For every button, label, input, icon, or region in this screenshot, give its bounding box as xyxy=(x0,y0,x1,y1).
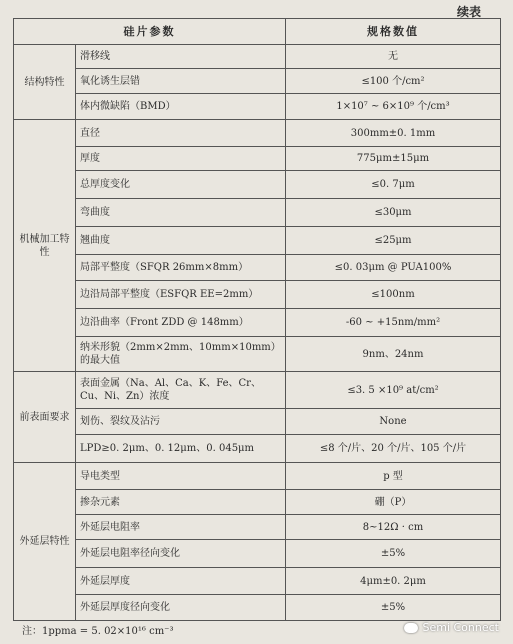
continuation-label: 续表 xyxy=(456,5,481,19)
param-cell: 直径 xyxy=(76,120,286,147)
category-cell: 前表面要求 xyxy=(14,372,76,463)
table-row xyxy=(14,515,501,540)
value-cell: None xyxy=(286,409,501,435)
param-cell: 纳米形貌（2mm×2mm、10mm×10mm）的最大值 xyxy=(76,337,286,372)
table-row xyxy=(14,45,501,69)
param-cell: 划伤、裂纹及沾污 xyxy=(76,409,286,435)
param-cell: 外延层厚度 xyxy=(76,568,286,595)
watermark xyxy=(404,621,499,634)
table-row xyxy=(14,281,501,309)
param-cell: 局部平整度（SFQR 26mm×8mm） xyxy=(76,255,286,281)
table-row xyxy=(14,463,501,490)
category-cell: 结构特性 xyxy=(14,45,76,120)
param-cell: 边沿曲率（Front ZDD @ 148mm） xyxy=(76,309,286,337)
value-cell: p 型 xyxy=(286,463,501,490)
footnote: 注：1ppma = 5. 02×10¹⁶ cm⁻³ xyxy=(22,626,174,637)
value-cell: 8~12Ω · cm xyxy=(286,515,501,540)
table-row xyxy=(14,595,501,621)
category-cell: 外延层特性 xyxy=(14,463,76,621)
value-cell: ≤100nm xyxy=(286,281,501,309)
table-row xyxy=(14,490,501,515)
table-row xyxy=(14,435,501,463)
table-row xyxy=(14,147,501,171)
param-cell: 外延层电阻率径向变化 xyxy=(76,540,286,568)
value-cell: 9nm、24nm xyxy=(286,337,501,372)
param-cell: 弯曲度 xyxy=(76,199,286,227)
value-cell: ±5% xyxy=(286,595,501,621)
category-cell: 机械加工特性 xyxy=(14,120,76,372)
table-row xyxy=(14,372,501,409)
table-row xyxy=(14,120,501,147)
value-cell: 1×10⁷ ~ 6×10⁹ 个/cm³ xyxy=(286,94,501,120)
table-row xyxy=(14,540,501,568)
table-row xyxy=(14,255,501,281)
param-cell: 边沿局部平整度（ESFQR EE=2mm） xyxy=(76,281,286,309)
value-cell: 无 xyxy=(286,45,501,69)
value-cell: ≤30μm xyxy=(286,199,501,227)
param-cell: 滑移线 xyxy=(76,45,286,69)
spec-table xyxy=(13,18,501,621)
chat-bubble-icon xyxy=(404,623,418,633)
table-row xyxy=(14,94,501,120)
param-cell: LPD≥0. 2μm、0. 12μm、0. 045μm xyxy=(76,435,286,463)
table-row xyxy=(14,409,501,435)
value-cell: ≤0. 7μm xyxy=(286,171,501,199)
table-header-row xyxy=(14,19,501,45)
value-cell: ≤25μm xyxy=(286,227,501,255)
value-cell: ≤8 个/片、20 个/片、105 个/片 xyxy=(286,435,501,463)
table-row xyxy=(14,568,501,595)
table-row xyxy=(14,309,501,337)
param-cell: 氧化诱生层错 xyxy=(76,69,286,94)
param-cell: 外延层电阻率 xyxy=(76,515,286,540)
value-cell: ≤0. 03μm @ PUA100% xyxy=(286,255,501,281)
value-cell: 775μm±15μm xyxy=(286,147,501,171)
param-cell: 翘曲度 xyxy=(76,227,286,255)
param-cell: 厚度 xyxy=(76,147,286,171)
value-cell: 硼（P） xyxy=(286,490,501,515)
header-value: 规格数值 xyxy=(286,19,501,45)
table-row xyxy=(14,171,501,199)
table-row xyxy=(14,337,501,372)
param-cell: 体内微缺陷（BMD） xyxy=(76,94,286,120)
value-cell: ±5% xyxy=(286,540,501,568)
param-cell: 导电类型 xyxy=(76,463,286,490)
table-row xyxy=(14,227,501,255)
table-row xyxy=(14,69,501,94)
table-row xyxy=(14,199,501,227)
value-cell: ≤100 个/cm² xyxy=(286,69,501,94)
param-cell: 掺杂元素 xyxy=(76,490,286,515)
value-cell: ≤3. 5 ×10⁹ at/cm² xyxy=(286,372,501,409)
value-cell: 4μm±0. 2μm xyxy=(286,568,501,595)
header-param: 硅片参数 xyxy=(14,19,286,45)
value-cell: -60 ~ +15nm/mm² xyxy=(286,309,501,337)
watermark-text: Semi Connect xyxy=(422,621,499,634)
param-cell: 总厚度变化 xyxy=(76,171,286,199)
param-cell: 表面金属（Na、Al、Ca、K、Fe、Cr、Cu、Ni、Zn）浓度 xyxy=(76,372,286,409)
param-cell: 外延层厚度径向变化 xyxy=(76,595,286,621)
value-cell: 300mm±0. 1mm xyxy=(286,120,501,147)
